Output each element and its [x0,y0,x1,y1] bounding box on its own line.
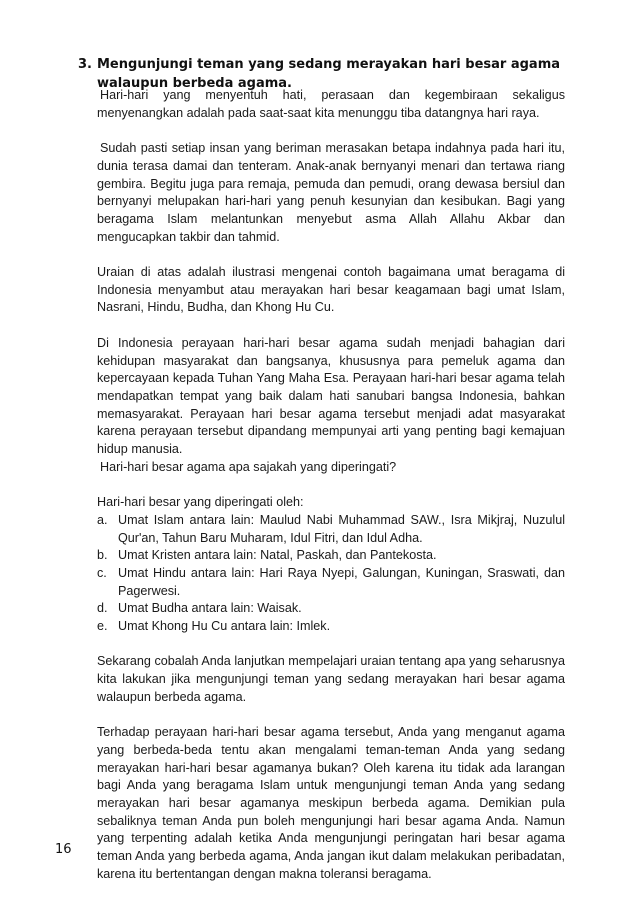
section-number: 3. [78,57,92,72]
holiday-list [97,512,565,636]
list-item-text: Umat Islam antara lain: Maulud Nabi Muhammad SAW., Isra Mikjraj, Nuzulul Qur'an, Tahun Baru Muharam, Idul Fitri, dan Idul Adha. [118,512,565,545]
list-item-label: e. [97,619,108,634]
section-title: Mengunjungi teman yang sedang merayakan hari besar agama walaupun berbeda agama. [97,57,561,91]
paragraph: Hari-hari yang menyentuh hati, perasaan dan kegembiraan sekaligus menyenangkan adalah pada saat-saat kita menunggu tiba datangnya hari raya. [97,88,565,120]
paragraph: Sudah pasti setiap insan yang beriman merasakan betapa indahnya pada hari itu, dunia terasa damai dan tenteram. Anak-anak bernyanyi menari dan tertawa riang gembira. Begitu juga para remaja, pemuda dan pemudi, orang dewasa bersiul dan bernyanyi melupakan hari-hari yang penuh kesunyian dan kesibukan. Bagi yang beragama Islam melantunkan menyebut asma Allah Allahu Akbar dan mengucapkan takbir dan tahmid. [97,141,565,244]
list-item [97,547,565,565]
paragraph: Uraian di atas adalah ilustrasi mengenai contoh bagaimana umat beragama di Indonesia menyambut atau merayakan hari besar keagamaan bagi umat Islam, Nasrani, Hindu, Budha, dan Khong Hu Cu. [97,265,565,315]
list-item-label: c. [97,565,107,580]
page-number: 16 [55,842,72,857]
list-item-text: Umat Khong Hu Cu antara lain: Imlek. [118,619,331,634]
paragraph: Terhadap perayaan hari-hari besar agama tersebut, Anda yang menganut agama yang berbeda-beda tentu akan mengalami teman-teman Anda yang sedang merayakan hari-hari besar agamanya bukan? Oleh karena itu tidak ada larangan bagi Anda yang beragama Islam untuk mengunjungi teman Anda yang sedang merayakan hari besar agamanya meskipun berbeda agama. Demikian pula sebaliknya teman Anda pun boleh mengunjungi hari besar agama Anda. Namun yang terpenting adalah ketika Anda mengunjungi peringatan hari besar agama teman Anda yang berbeda agama, Anda jangan ikut dalam melakukan peribadatan, karena itu bertentangan dengan makna toleransi beragama. [97,725,565,881]
list-item-label: a. [97,512,108,527]
list-item-text: Umat Kristen antara lain: Natal, Paskah, dan Pantekosta. [118,548,437,563]
list-item-label: b. [97,548,108,563]
body-text [97,87,565,884]
question-paragraph: Hari-hari besar agama apa sajakah yang diperingati? [100,459,397,474]
list-item-text: Umat Hindu antara lain: Hari Raya Nyepi, Galungan, Kuningan, Sraswati, dan Pagerwesi. [118,565,565,598]
list-item [97,600,565,618]
paragraph: Sekarang cobalah Anda lanjutkan mempelajari uraian tentang apa yang seharusnya kita lakukan jika mengunjungi teman yang sedang merayakan hari besar agama walaupun berbeda agama. [97,654,565,704]
list-intro: Hari-hari besar yang diperingati oleh: [97,495,304,510]
list-item [97,512,565,547]
paragraph: Di Indonesia perayaan hari-hari besar agama sudah menjadi bahagian dari kehidupan masyarakat dan bangsanya, khususnya para pemeluk agama dan kepercayaan kepada Tuhan Yang Maha Esa. Perayaan hari-hari besar agama telah mendapatkan tempat yang baik dalam hati sanubari bangsa Indonesia, bahkan memasyarakat. Perayaan hari besar agama tersebut menjadi adat masyarakat karena perayaan tersebut dipandang mempunyai arti yang penting bagi kemajuan hidup manusia. [97,335,565,457]
list-item [97,618,565,636]
list-item-text: Umat Budha antara lain: Waisak. [118,601,302,616]
list-item [97,565,565,600]
list-item-label: d. [97,601,108,616]
